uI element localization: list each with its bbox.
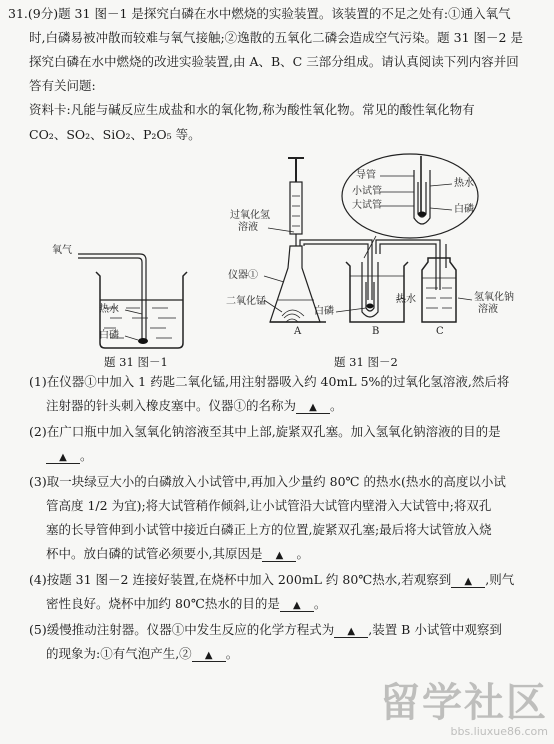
answer-blank-2[interactable] — [46, 449, 80, 464]
fig1-oxygen-label: 氧气 — [52, 245, 72, 256]
subq-2-line-1: (2)在广口瓶中加入氢氧化钠溶液至其中上部,旋紧双孔塞。加入氢氧化钠溶液的目的是 — [29, 424, 501, 439]
fig2-naoh-label-2: 溶液 — [478, 304, 498, 315]
subq-3-line-4: 杯中。放白磷的试管必须要小,其原因是 ▲ 。 — [46, 546, 309, 561]
triangle-icon: ▲ — [347, 626, 356, 637]
inset-small-tube-label: 小试管 — [352, 186, 382, 197]
subq-4-line-2: 密性良好。烧杯中加约 80℃热水的目的是 ▲ 。 — [46, 596, 327, 611]
fig2-naoh-label-1: 氢氧化钠 — [474, 292, 514, 303]
inset-hot-water-label: 热水 — [454, 178, 474, 189]
figure1-caption: 题 31 图－1 — [104, 355, 168, 369]
intro-line-6: CO₂、SO₂、SiO₂、P₂O₅ 等。 — [29, 127, 201, 142]
intro-line-2: 时,白磷易被冲散而较难与氧气接触;②逸散的五氧化二磷会造成空气污染。题 31 图－2 是 — [29, 30, 523, 45]
answer-blank-5[interactable] — [280, 597, 314, 612]
fig1-hot-water-label: 热水 — [99, 304, 119, 315]
answer-blank-3[interactable] — [262, 547, 296, 562]
triangle-icon: ▲ — [275, 550, 284, 561]
answer-blank-7[interactable] — [192, 647, 226, 662]
answer-blank-1[interactable] — [296, 399, 330, 414]
fig2-solution-label: 溶液 — [238, 222, 258, 233]
figure2-caption: 题 31 图－2 — [334, 355, 398, 369]
watermark-logo: 留学社区 — [380, 680, 548, 726]
fig2-hot-water-label: 热水 — [396, 294, 416, 305]
subq-3-line-2: 管高度 1/2 为宜);将大试管稍作倾斜,让小试管沿大试管内壁滑入大试管中;将双孔 — [46, 498, 492, 513]
inset-white-phosphorus-label: 白磷 — [454, 204, 474, 215]
fig1-white-phosphorus-label: 白磷 — [99, 330, 119, 341]
subq-4-line-1: (4)按题 31 图－2 连接好装置,在烧杯中加入 200mL 约 80℃热水,若观察到 ▲ ,则气 — [29, 572, 515, 587]
fig2-instrument-label: 仪器① — [228, 270, 258, 281]
fig2-part-a-label: A — [294, 326, 302, 337]
subq-5-line-2: 的现象为:①有气泡产生,② ▲ 。 — [46, 646, 239, 661]
triangle-icon: ▲ — [204, 650, 213, 661]
triangle-icon: ▲ — [59, 452, 67, 463]
fig2-h2o2-label: 过氧化氢 — [230, 210, 270, 221]
subq-5-line-1: (5)缓慢推动注射器。仪器①中发生反应的化学方程式为 ▲ ,装置 B 小试管中观察到 — [29, 622, 502, 637]
triangle-icon: ▲ — [309, 402, 317, 413]
intro-line-4: 答有关问题: — [29, 78, 96, 93]
answer-blank-6[interactable] — [334, 623, 368, 638]
intro-line-3: 探究白磷在水中燃烧的改进实验装置,由 A、B、C 三部分组成。请认真阅读下列内容并回 — [29, 54, 519, 69]
fig2-part-b-label: B — [372, 326, 380, 337]
triangle-icon: ▲ — [293, 600, 301, 611]
answer-blank-4[interactable] — [451, 573, 485, 588]
subq-2-line-2: ▲ 。 — [46, 448, 93, 464]
inset-tube-label: 导管 — [356, 170, 376, 181]
subq-1-text: 注射器的针头刺入橡皮塞中。仪器①的名称为 — [46, 398, 297, 413]
intro-line-5: 资料卡:凡能与碱反应生成盐和水的氧化物,称为酸性氧化物。常见的酸性氧化物有 — [29, 102, 475, 117]
intro-line-1: 31.(9分)题 31 图－1 是探究白磷在水中燃烧的实验装置。该装置的不足之处有:①通入氧气 — [8, 6, 511, 21]
subq-3-line-3: 塞的长导管伸到小试管中接近白磷正上方的位置,旋紧双孔塞;最后将大试管放入烧 — [46, 522, 492, 537]
fig2-mno2-label: 二氧化锰 — [226, 296, 266, 307]
site-watermark — [380, 681, 548, 738]
triangle-icon: ▲ — [464, 576, 473, 587]
fig2-part-c-label: C — [436, 326, 444, 337]
subq-3-line-1: (3)取一块绿豆大小的白磷放入小试管中,再加入少量约 80℃ 的热水(热水的高度以小试 — [29, 474, 506, 489]
watermark-url: bbs.liuxue86.com — [450, 725, 548, 738]
inset-big-tube-label: 大试管 — [352, 200, 382, 211]
fig2-white-phosphorus-label: 白磷 — [314, 306, 334, 317]
subq-1-line-1: (1)在仪器①中加入 1 药匙二氧化锰,用注射器吸入约 40mL 5%的过氧化氢溶液,然后将 — [29, 374, 510, 389]
subq-1-line-2: 注射器的针头刺入橡皮塞中。仪器①的名称为 ▲ 。 — [46, 398, 343, 413]
